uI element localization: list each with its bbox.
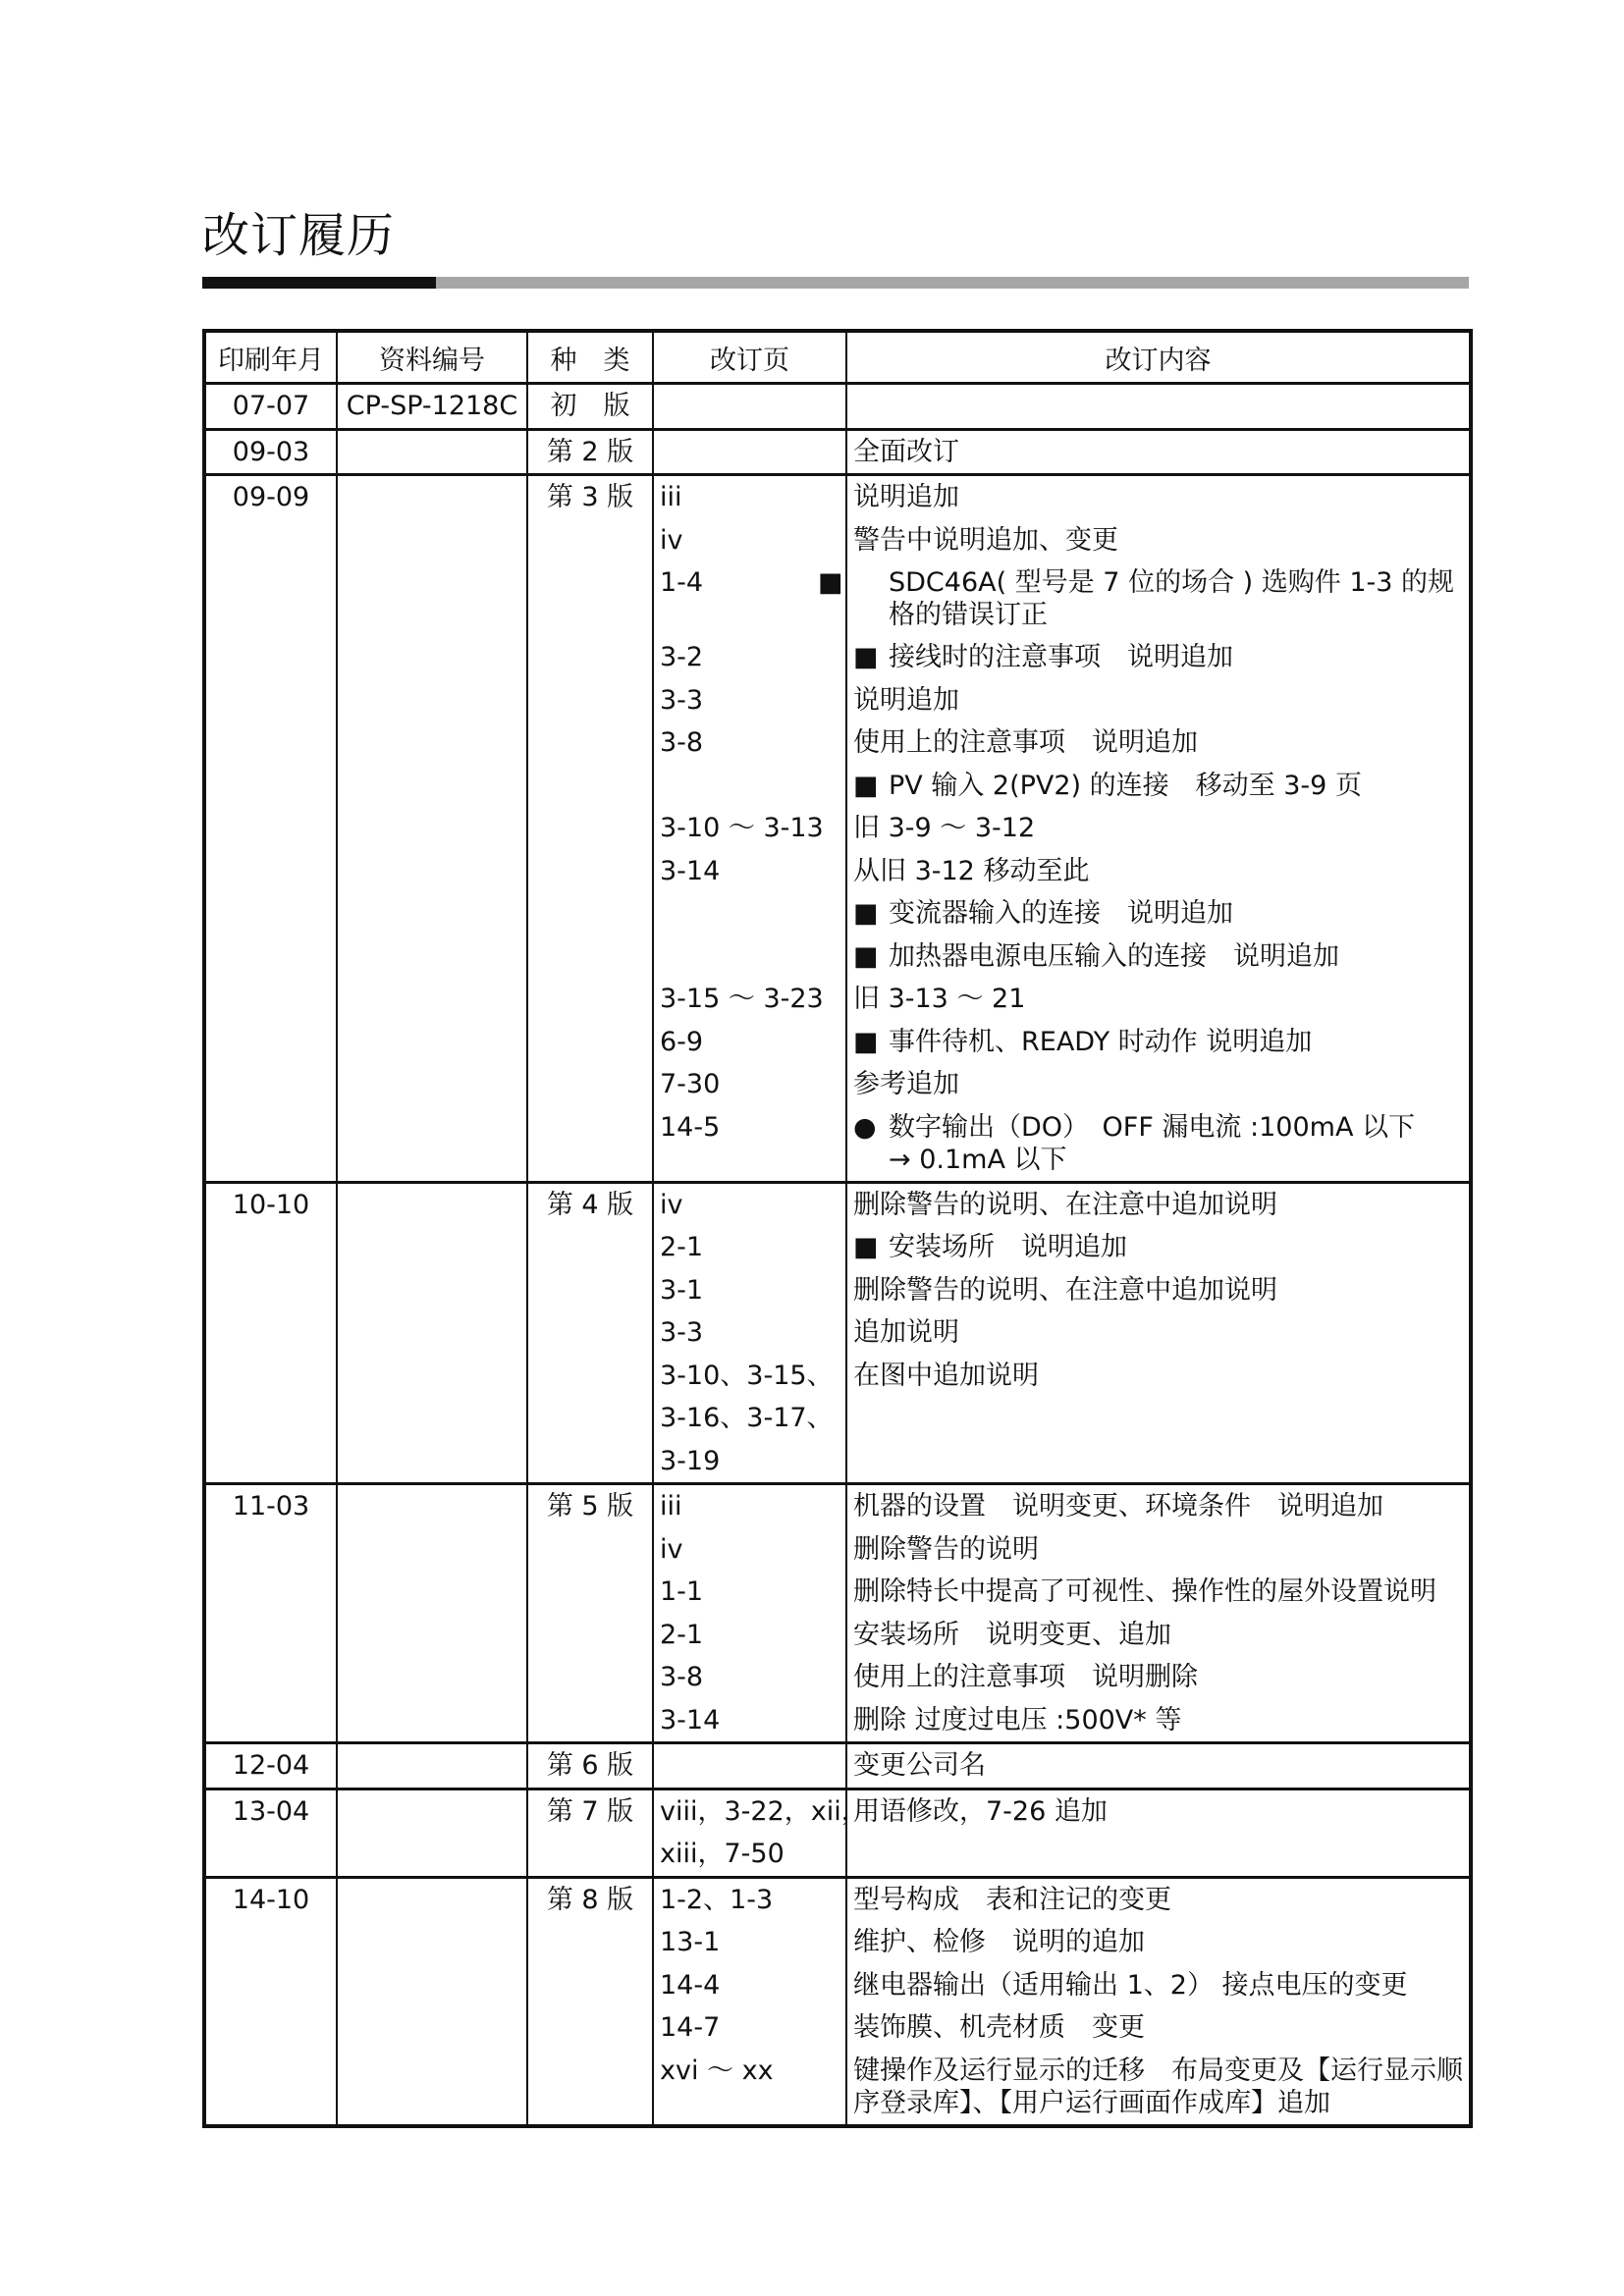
version: 第 6 版 <box>546 1750 634 1781</box>
revision-line <box>853 1614 1463 1657</box>
page-ref: 6-9 <box>660 1026 704 1057</box>
revision-line <box>853 1440 1463 1483</box>
page-ref: iv <box>660 1189 683 1220</box>
page-ref: 3-8 <box>660 727 704 758</box>
page-title: 改订履历 <box>202 208 396 263</box>
cell-print-date <box>204 429 337 475</box>
page-ref: 1-1 <box>660 1576 704 1607</box>
revision-text: 警告中说明追加、变更 <box>853 524 1118 556</box>
revision-text: SDC46A( 型号是 7 位的场合 ) 选购件 1-3 的规格的错误订正 <box>889 567 1455 630</box>
revision-line <box>853 1063 1463 1106</box>
page-ref: 14-5 <box>660 1111 721 1143</box>
table-row <box>204 1877 1471 2126</box>
table-row <box>204 1743 1471 1789</box>
revision-line <box>853 1921 1463 1964</box>
revision-line <box>853 935 1463 979</box>
revision-text: 追加说明 <box>853 1317 959 1348</box>
header-doc-number: 资料编号 <box>337 331 527 384</box>
cell-print-date <box>204 384 337 430</box>
title-rule-gray <box>436 277 1469 289</box>
circle-bullet-icon: ● <box>853 1111 877 1143</box>
page-ref: 3-2 <box>660 642 704 672</box>
revision-line <box>853 1699 1463 1742</box>
cell-revised-pages <box>653 384 846 430</box>
revision-text: 变更公司名 <box>853 1750 986 1781</box>
revision-line <box>853 1964 1463 2007</box>
print-date: 09-09 <box>232 482 310 512</box>
doc-number <box>344 1879 520 1922</box>
cell-version <box>527 1484 653 1743</box>
page-ref <box>660 765 839 808</box>
revision-text: 机器的设置 说明变更、环境条件 说明追加 <box>853 1491 1383 1522</box>
print-date: 13-04 <box>232 1795 310 1827</box>
revision-line <box>853 679 1463 722</box>
cell-doc-number <box>337 1877 527 2126</box>
cell-version <box>527 1877 653 2126</box>
revision-line <box>853 1790 1463 1834</box>
version: 初 版 <box>550 391 630 421</box>
revision-text: 安装场所 说明变更、追加 <box>853 1619 1171 1650</box>
version: 第 3 版 <box>546 482 634 512</box>
print-date: 12-04 <box>232 1750 310 1781</box>
version: 第 7 版 <box>546 1795 634 1827</box>
cell-print-date <box>204 1743 337 1789</box>
revision-line <box>853 1656 1463 1699</box>
page-ref: 7-30 <box>660 1069 721 1099</box>
page-ref: 3-14 <box>660 1704 721 1735</box>
cell-revision-content <box>846 1484 1471 1743</box>
page-ref: 3-8 <box>660 1662 704 1692</box>
page-ref: 3-10、3-15、 <box>660 1360 834 1391</box>
version: 第 2 版 <box>546 436 634 467</box>
revision-text: 数字输出（DO） OFF 漏电流 :100mA 以下 <box>889 1111 1416 1143</box>
page-ref: 3-10 ～ 3-13 <box>660 813 824 843</box>
cell-doc-number <box>337 429 527 475</box>
cell-revised-pages <box>653 1877 846 2126</box>
version: 第 4 版 <box>546 1189 634 1220</box>
revision-line <box>853 636 1463 679</box>
revision-line <box>853 1226 1463 1269</box>
revision-line <box>853 1106 1463 1181</box>
cell-version <box>527 384 653 430</box>
doc-number <box>344 1744 520 1788</box>
revision-text: 型号构成 表和注记的变更 <box>853 1884 1171 1915</box>
revision-text: 使用上的注意事项 说明删除 <box>853 1662 1198 1692</box>
revision-line <box>853 1879 1463 1922</box>
revision-text: 删除警告的说明、在注意中追加说明 <box>853 1274 1277 1306</box>
revision-line <box>853 1311 1463 1355</box>
print-date: 14-10 <box>232 1884 310 1915</box>
header-revision-content: 改订内容 <box>846 331 1471 384</box>
cell-revised-pages <box>653 1182 846 1484</box>
revision-text: 全面改订 <box>853 436 959 467</box>
page-ref: iii <box>660 482 682 512</box>
revision-text: PV 输入 2(PV2) 的连接 移动至 3-9 页 <box>889 770 1362 801</box>
doc-number <box>344 1485 520 1528</box>
square-bullet-icon: ■ <box>853 1232 879 1262</box>
page-ref: 3-3 <box>660 1317 704 1348</box>
revision-line <box>853 431 1463 474</box>
revision-line <box>853 2006 1463 2050</box>
page-ref: xiii，7-50 <box>660 1839 785 1869</box>
page-ref: 3-14 <box>660 855 721 886</box>
doc-number <box>344 1790 520 1834</box>
revision-line <box>853 721 1463 765</box>
cell-revision-content <box>846 1789 1471 1877</box>
table-header-row <box>204 331 1471 384</box>
page-ref: iv <box>660 1533 683 1565</box>
page-ref: 3-1 <box>660 1274 704 1306</box>
revision-text: 键操作及运行显示的迁移 布局变更及【运行显示顺序登录库】、【用户运行画面作成库】追加 <box>853 2055 1463 2118</box>
page-ref: viii，3-22，xii， <box>660 1795 868 1827</box>
version: 第 8 版 <box>546 1884 634 1915</box>
page-ref: 14-4 <box>660 1969 721 2001</box>
cell-version <box>527 1743 653 1789</box>
revision-text: 用语修改，7-26 追加 <box>853 1795 1108 1827</box>
revision-text: 删除特长中提高了可视性、操作性的屋外设置说明 <box>853 1576 1436 1607</box>
square-bullet-icon: ■ <box>853 1026 879 1057</box>
version: 第 5 版 <box>546 1491 634 1522</box>
revision-text: 装饰膜、机壳材质 变更 <box>853 2012 1145 2043</box>
revision-line <box>818 561 1463 636</box>
page-ref: 1-2、1-3 <box>660 1884 774 1915</box>
revision-line <box>853 1528 1463 1572</box>
revision-line <box>853 385 1463 428</box>
cell-print-date <box>204 1484 337 1743</box>
cell-revision-content <box>818 475 1471 1183</box>
revision-line <box>853 850 1463 893</box>
page-ref <box>660 431 839 474</box>
cell-print-date <box>204 1182 337 1484</box>
revision-text: 在图中追加说明 <box>853 1360 1039 1391</box>
table-body <box>204 384 1471 2126</box>
revision-line <box>853 978 1463 1021</box>
revision-text: 参考追加 <box>853 1069 959 1099</box>
page-ref <box>660 892 839 935</box>
revision-line <box>853 1021 1463 1064</box>
revision-text: 变流器输入的连接 说明追加 <box>889 898 1233 929</box>
revision-text: 接线时的注意事项 说明追加 <box>889 642 1233 672</box>
page-ref <box>660 935 839 979</box>
cell-revised-pages <box>653 1743 846 1789</box>
revision-line <box>853 476 1463 519</box>
doc-number: CP-SP-1218C <box>346 391 518 421</box>
table-row <box>204 1182 1471 1484</box>
square-bullet-icon: ■ <box>818 567 843 598</box>
cell-revision-content <box>846 429 1471 475</box>
revision-text: 旧 3-13 ～ 21 <box>853 984 1026 1014</box>
revision-line <box>853 892 1463 935</box>
cell-doc-number <box>337 1484 527 1743</box>
print-date: 09-03 <box>232 436 310 467</box>
revision-line <box>853 1184 1463 1227</box>
header-revised-pages: 改订页 <box>653 331 846 384</box>
table-row <box>204 429 1471 475</box>
cell-revision-content <box>846 1877 1471 2126</box>
cell-revised-pages <box>653 1484 846 1743</box>
doc-number <box>344 431 520 474</box>
header-version: 种 类 <box>527 331 653 384</box>
revision-text: 继电器输出（适用输出 1、2） 接点电压的变更 <box>853 1969 1408 2001</box>
square-bullet-icon: ■ <box>853 770 879 801</box>
print-date: 07-07 <box>232 391 310 421</box>
page-ref: 2-1 <box>660 1232 704 1262</box>
revision-history-table <box>202 329 1473 2128</box>
revision-text-continued: → 0.1mA 以下 <box>889 1144 1067 1175</box>
cell-print-date <box>204 475 337 1183</box>
table-row <box>204 384 1471 430</box>
page-ref: 14-7 <box>660 2012 721 2043</box>
page-ref: 3-3 <box>660 684 704 716</box>
table-row <box>204 475 1471 1183</box>
revision-text: 从旧 3-12 移动至此 <box>853 855 1090 886</box>
cell-print-date <box>204 1789 337 1877</box>
cell-revision-content <box>846 384 1471 430</box>
cell-print-date <box>204 1877 337 2126</box>
revision-line <box>853 1397 1463 1440</box>
doc-number <box>344 1184 520 1227</box>
revision-line <box>853 1571 1463 1614</box>
cell-doc-number <box>337 384 527 430</box>
table-row <box>204 1789 1471 1877</box>
cell-version <box>527 1789 653 1877</box>
doc-number <box>344 476 520 519</box>
revision-line <box>853 1744 1463 1788</box>
cell-revised-pages <box>653 1789 868 1877</box>
revision-text: 删除警告的说明、在注意中追加说明 <box>853 1189 1277 1220</box>
revision-text: 说明追加 <box>853 684 959 716</box>
print-date: 10-10 <box>232 1189 310 1220</box>
page-ref <box>660 1744 839 1788</box>
revision-text: 安装场所 说明追加 <box>889 1232 1127 1262</box>
revision-text: 删除 过度过电压 :500V* 等 <box>853 1704 1182 1735</box>
revision-text: 维护、检修 说明的追加 <box>853 1927 1145 1957</box>
revision-line <box>853 1355 1463 1398</box>
cell-version <box>527 475 653 1183</box>
revision-line <box>853 1485 1463 1528</box>
revision-line <box>853 519 1463 562</box>
revision-text: 旧 3-9 ～ 3-12 <box>853 813 1036 843</box>
revision-line <box>853 765 1463 808</box>
page-ref: iv <box>660 524 683 556</box>
square-bullet-icon: ■ <box>853 642 879 672</box>
cell-revision-content <box>846 1182 1471 1484</box>
revision-text: 删除警告的说明 <box>853 1533 1039 1565</box>
cell-revision-content <box>846 1743 1471 1789</box>
page-ref <box>660 385 839 428</box>
page-ref: 13-1 <box>660 1927 721 1957</box>
page-ref: xvi ～ xx <box>660 2055 774 2086</box>
page-ref: 3-16、3-17、 <box>660 1403 834 1433</box>
revision-text: 事件待机、READY 时动作 说明追加 <box>889 1026 1313 1057</box>
cell-version <box>527 1182 653 1484</box>
cell-doc-number <box>337 475 527 1183</box>
cell-revised-pages <box>653 429 846 475</box>
table-row <box>204 1484 1471 1743</box>
revision-text: 使用上的注意事项 说明追加 <box>853 727 1198 758</box>
page-ref: 3-19 <box>660 1445 721 1476</box>
revision-text: 说明追加 <box>853 482 959 512</box>
revision-line <box>853 2050 1463 2124</box>
cell-doc-number <box>337 1182 527 1484</box>
revision-line <box>853 807 1463 850</box>
cell-doc-number <box>337 1743 527 1789</box>
square-bullet-icon: ■ <box>853 940 879 972</box>
cell-doc-number <box>337 1789 527 1877</box>
revision-line <box>853 1269 1463 1312</box>
page-ref: 1-4 <box>660 567 704 598</box>
page-ref: 3-15 ～ 3-23 <box>660 984 824 1014</box>
cell-version <box>527 429 653 475</box>
revision-line <box>853 1833 1463 1876</box>
title-rule <box>202 277 1469 289</box>
page-ref: iii <box>660 1491 682 1522</box>
page-ref: 2-1 <box>660 1619 704 1650</box>
title-rule-dark <box>202 277 436 289</box>
header-print-date: 印刷年月 <box>204 331 337 384</box>
square-bullet-icon: ■ <box>853 898 879 929</box>
print-date: 11-03 <box>232 1491 310 1522</box>
revision-text: 加热器电源电压输入的连接 说明追加 <box>889 940 1339 972</box>
